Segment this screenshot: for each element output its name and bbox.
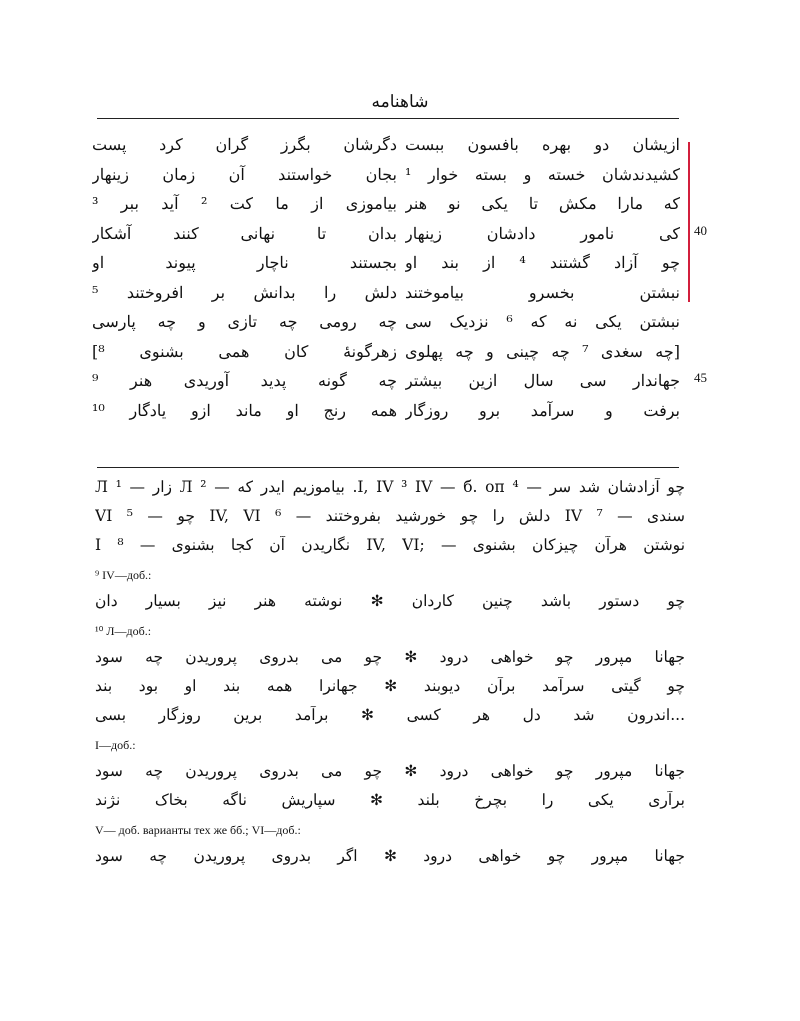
page-title: شاهنامه [371,92,429,112]
footnote-label: I—доб.: [95,738,136,752]
footnote-line: سندی — ⁷ IV دلش را چو خورشید بفروختند — ⁶ IV, VI چو — ⁵ VI [95,507,685,525]
footnote-label: V— доб. варианты тех же бб.; VI—доб.: [95,823,301,837]
verse-line: بدان تا نهانی کنند آشکار [92,223,397,243]
footnote-line: ...اندرون شد دل هر کسی ✻ برآمد برین روزگار بسی [95,706,685,724]
footnote-line: چو گیتی سرآمد برآن دیوبند ✻ جهانرا همه بند او بود بند [95,677,685,695]
footnotes [95,478,685,876]
footnote-line: جهانا مپرور چو خواهی درود ✻ چو می بدروی پروریدن چه سود [95,648,685,666]
verse-line: دگرشان بگرز گران کرد پست [92,135,397,154]
verse-line: ازیشان دو بهره بافسون ببست [405,135,680,154]
verse-column-right [405,130,680,425]
footnote-line: برآری یکی را بچرخ بلند ✻ سپاریش ناگه بخاک نژند [95,791,685,809]
verse-line: چو آزاد گشتند ⁴ از بند او [405,253,680,272]
footnote-rule [97,467,679,468]
line-number: 40 [694,222,707,238]
verse-line: همه رنج او ماند ازو یادگار ¹⁰ [92,400,397,420]
verse-line: کی نامور دادشان زینهار [405,223,680,243]
verse-line: که مارا مکش تا یکی نو هنر [405,194,680,213]
verse-line: نبشتن یکی نه که ⁶ نزدیک سی [405,312,680,331]
footnote-label: ¹⁰ Л—доб.: [95,624,152,638]
verse-line: زهرگونهٔ کان همی بشنوی ⁸] [92,341,397,361]
verse-line: نبشتن بخسرو بیاموختند [405,282,680,302]
verse-line: کشیدندشان خسته و بسته خوار ¹ [405,164,680,184]
footnote-line: جهانا مپرور چو خواهی درود ✻ اگر بدروی پروریدن چه سود [95,847,685,865]
header-rule [97,118,679,119]
verse-line: بیاموزی از ما کت ² آید ببر ³ [92,194,397,213]
verse-line: بجان خواستند آن زمان زینهار [92,164,397,184]
highlight-bar [688,142,690,302]
verse-line: بجستند ناچار پیوند او [92,253,397,272]
verse-line: دلش را بدانش بر افروختند ⁵ [92,282,397,302]
footnote-line: نوشتن هرآن چیزکان بشنوی — ;IV, VI نگاریدن آن کجا بشنوی — I ⁸ [95,536,685,554]
footnote-line: جهانا مپرور چو خواهی درود ✻ چو می بدروی پروریدن چه سود [95,762,685,780]
footnote-label: ⁹ IV—доб.: [95,568,152,582]
verse-line: برفت و سرآمد برو روزگار [405,400,680,420]
line-number: 45 [694,370,707,385]
verse-column-left [92,130,397,425]
verse-line: جهاندار سی سال ازین بیشتر [405,371,680,390]
footnote-line: چو دستور باشد چنین کاردان ✻ نوشته هنر نیز بسیار دان [95,592,685,610]
verse-line: [چه سغدی ⁷ چه چینی و چه پهلوی [405,341,680,361]
footnote-line: چو آزادشان شد سر — ⁴ I, IV ³ IV — б. оп. بیاموزیم ایدر که — ² Л زار — ¹ Л [95,478,685,496]
verse-line: چه رومی چه تازی و چه پارسی [92,312,397,331]
verse-line: چه گونه پدید آوریدی هنر ⁹ [92,371,397,390]
